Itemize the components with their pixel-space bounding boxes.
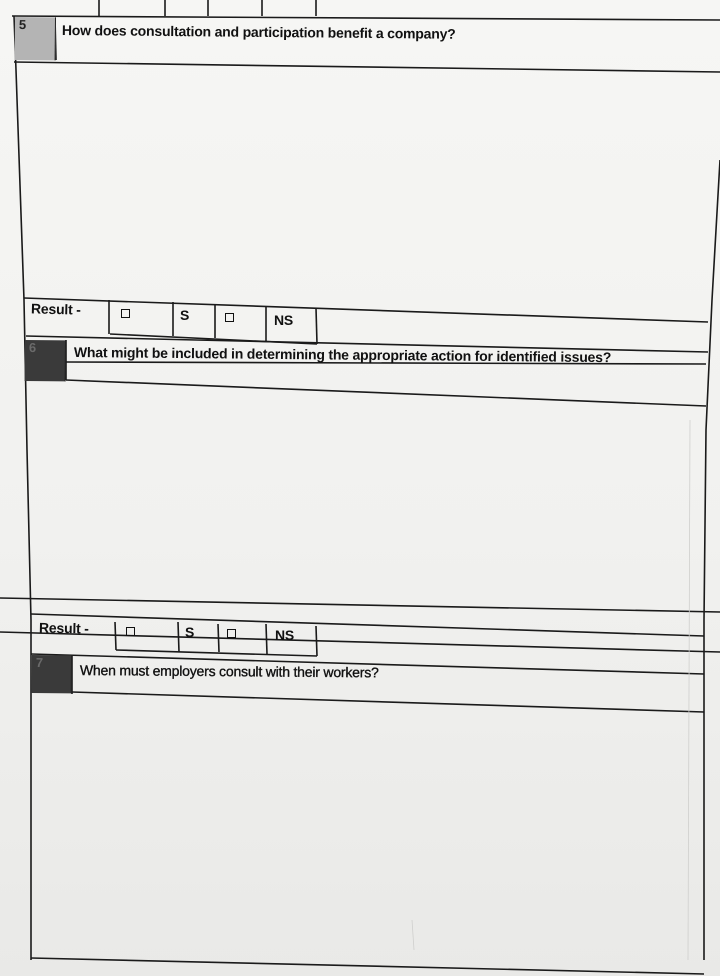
question-number-badge — [25, 340, 66, 381]
question-number: 7 — [35, 655, 44, 671]
satisfactory-checkbox[interactable] — [126, 627, 135, 636]
result-label: Result - — [30, 300, 81, 318]
question-text: What might be included in determining the appropriate action for identified issues? — [73, 344, 612, 366]
not-satisfactory-checkbox[interactable] — [227, 629, 236, 638]
result-label: Result - — [38, 619, 89, 637]
question-number: 6 — [28, 340, 37, 356]
satisfactory-checkbox[interactable] — [121, 309, 130, 318]
not-satisfactory-label: NS — [275, 627, 295, 643]
satisfactory-label: S — [180, 307, 190, 323]
question-number: 5 — [18, 17, 27, 33]
question-text: How does consultation and participation benefit a company? — [61, 22, 456, 42]
question-number-badge — [15, 17, 56, 60]
question-number-badge — [32, 655, 72, 693]
not-satisfactory-label: NS — [274, 312, 294, 328]
question-text: When must employers consult with their workers? — [79, 662, 379, 681]
satisfactory-label: S — [185, 624, 195, 640]
not-satisfactory-checkbox[interactable] — [225, 313, 234, 322]
